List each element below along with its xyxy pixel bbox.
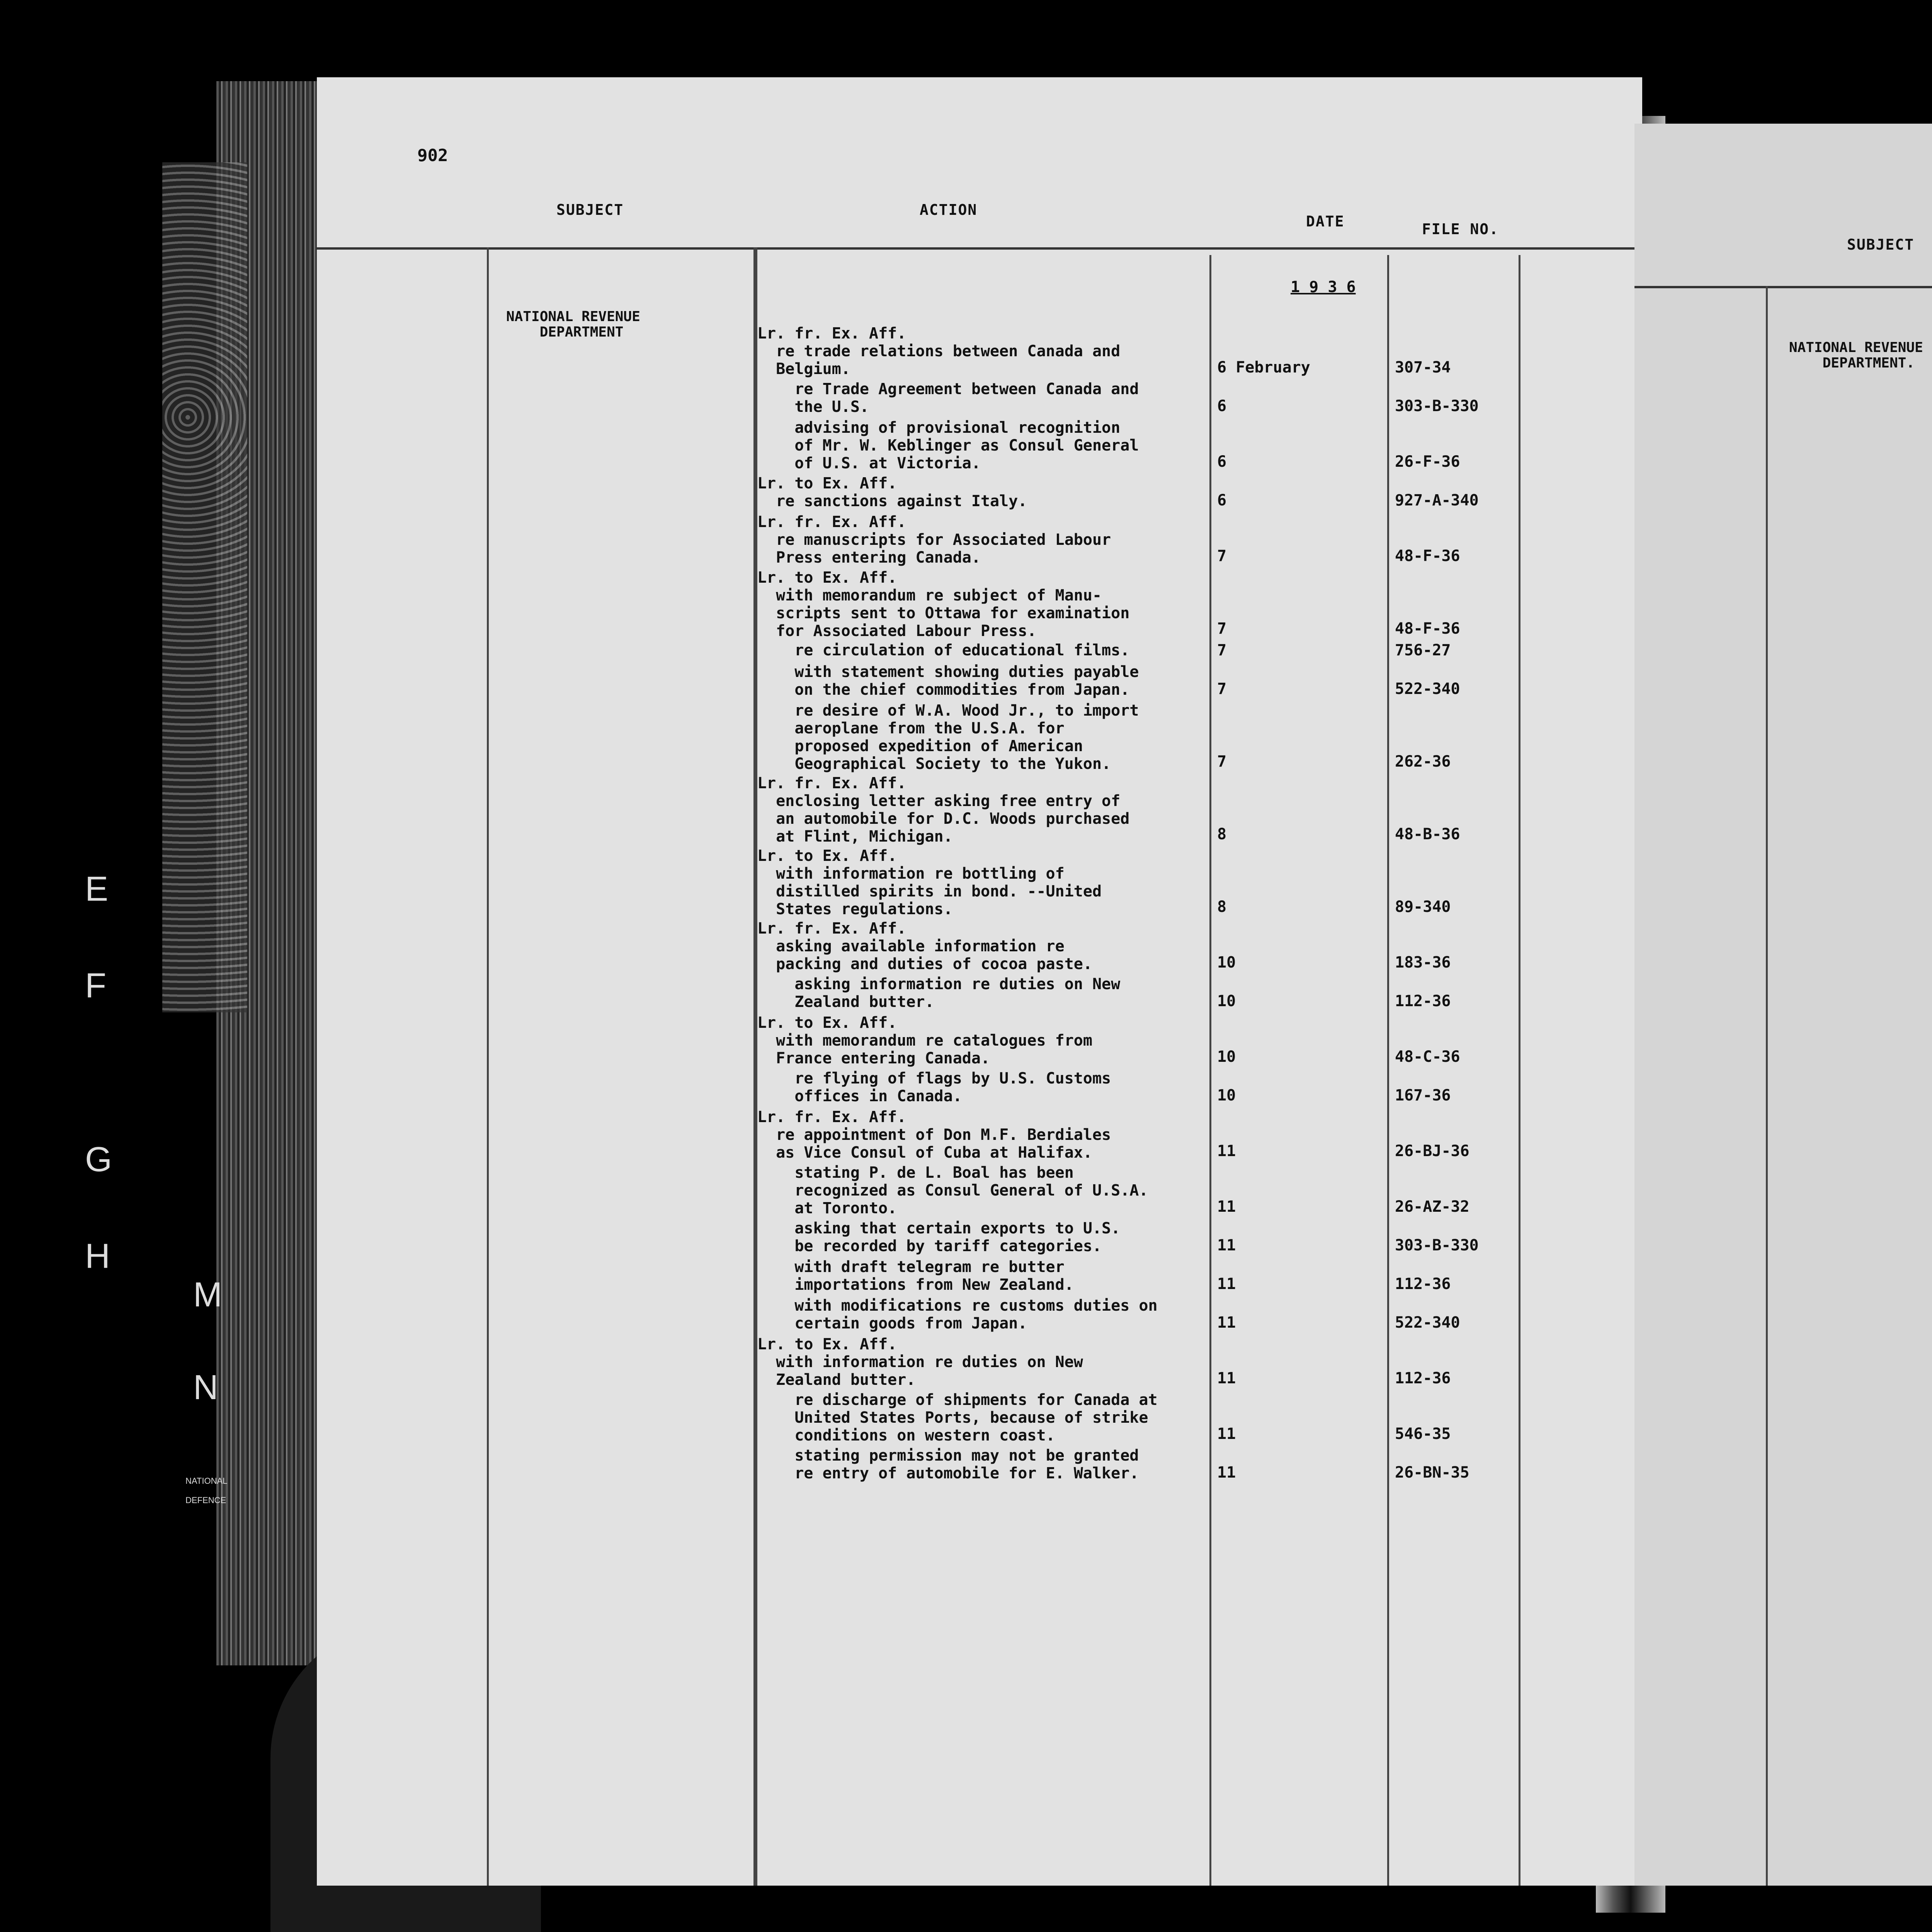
file-number: 927-A-340 — [1395, 492, 1479, 509]
date-entry: 11 — [1217, 1142, 1236, 1160]
date-entry: 10 — [1217, 1048, 1236, 1066]
date-entry: 7 — [1217, 680, 1227, 698]
date-entry: 7 — [1217, 641, 1227, 659]
action-entry: asking that certain exports to U.S. be recorded by tariff categories. — [794, 1219, 1121, 1255]
index-tab-letter: H — [85, 1237, 110, 1276]
date-entry: 7 — [1217, 753, 1227, 770]
date-entry: 10 — [1217, 954, 1236, 971]
file-number: 26-BN-35 — [1395, 1464, 1469, 1481]
column-rule — [1209, 255, 1211, 1886]
date-entry: 11 — [1217, 1275, 1236, 1293]
action-entry: Lr. fr. Ex. Aff. enclosing letter asking free entry of an automobile for D.C. Woods purchased at Flint, Michigan. — [757, 774, 1130, 845]
action-entry: stating P. de L. Boal has been recognized as Consul General of U.S.A. at Toronto. — [794, 1164, 1148, 1217]
file-number: 48-B-36 — [1395, 825, 1460, 843]
date-entry: 11 — [1217, 1425, 1236, 1443]
action-entry: Lr. to Ex. Aff. with information re bottling of distilled spirits in bond. --United States regulations. — [757, 847, 1102, 918]
action-entry: re desire of W.A. Wood Jr., to import aeroplane from the U.S.A. for proposed expedition of American Geographical Society to the Yukon. — [794, 702, 1139, 773]
file-number: 26-F-36 — [1395, 453, 1460, 471]
date-entry: 11 — [1217, 1314, 1236, 1332]
action-entry: re discharge of shipments for Canada at United States Ports, because of strike conditions on western coast. — [794, 1391, 1158, 1444]
action-entry: asking information re duties on New Zealand butter. — [794, 975, 1121, 1011]
action-entry: Lr. fr. Ex. Aff. re appointment of Don M.F. Berdiales as Vice Consul of Cuba at Halifax. — [757, 1108, 1111, 1162]
date-entry: 11 — [1217, 1236, 1236, 1254]
action-entry: Lr. fr. Ex. Aff. re manuscripts for Associated Labour Press entering Canada. — [757, 513, 1111, 566]
subject-entry: NATIONAL REVENUE DEPARTMENT — [506, 309, 640, 340]
index-tab-letter: G — [85, 1140, 112, 1179]
action-entry: with draft telegram re butter importations from New Zealand. — [794, 1258, 1074, 1294]
subject-entry: NATIONAL REVENUE DEPARTMENT. — [1789, 340, 1923, 371]
index-tab-letter: DEFENCE — [185, 1495, 226, 1505]
column-rule — [1766, 286, 1768, 1886]
header-date: DATE — [1306, 213, 1345, 230]
date-entry: 10 — [1217, 1087, 1236, 1104]
action-entry: re flying of flags by U.S. Customs offices in Canada. — [794, 1070, 1111, 1105]
date-entry: 7 — [1217, 620, 1227, 638]
header-rule — [317, 247, 1642, 250]
date-entry: 6 — [1217, 453, 1227, 471]
action-entry: Lr. to Ex. Aff. with memorandum re catalogues from France entering Canada. — [757, 1014, 1092, 1067]
column-rule — [487, 247, 489, 1886]
date-entry: 8 — [1217, 825, 1227, 843]
action-entry: stating permission may not be granted re entry of automobile for E. Walker. — [794, 1447, 1139, 1482]
date-entry: 6 February — [1217, 359, 1310, 376]
action-entry: re Trade Agreement between Canada and the U.S. — [794, 380, 1139, 416]
date-entry: 6 — [1217, 397, 1227, 415]
index-tab-letter: F — [85, 966, 106, 1005]
action-entry: with statement showing duties payable on the chief commodities from Japan. — [794, 663, 1139, 699]
action-entry: re circulation of educational films. — [757, 641, 1130, 659]
index-tab-letter: NATIONAL — [185, 1476, 228, 1486]
file-number: 89-340 — [1395, 898, 1451, 916]
header-subject: SUBJECT — [556, 201, 624, 218]
header-file-no: FILE NO. — [1422, 221, 1499, 238]
date-entry: 6 — [1217, 492, 1227, 509]
year-heading: 1 9 3 6 — [1291, 278, 1356, 296]
action-entry: Lr. to Ex. Aff. with memorandum re subject of Manu- scripts sent to Ottawa for examination for Associated Labour Press. — [757, 569, 1130, 640]
file-number: 26-AZ-32 — [1395, 1198, 1469, 1216]
index-tab-letter: M — [193, 1276, 222, 1314]
column-rule — [1519, 255, 1520, 1886]
file-number: 112-36 — [1395, 1275, 1451, 1293]
action-entry: Lr. to Ex. Aff. re sanctions against Italy. — [757, 474, 1027, 510]
action-entry: Lr. to Ex. Aff. with information re duties on New Zealand butter. — [757, 1335, 1083, 1389]
left-ledger-page — [317, 77, 1642, 1886]
file-number: 48-C-36 — [1395, 1048, 1460, 1066]
file-number: 522-340 — [1395, 1314, 1460, 1332]
action-entry: with modifications re customs duties on certain goods from Japan. — [794, 1297, 1158, 1332]
action-entry: advising of provisional recognition of Mr. W. Keblinger as Consul General of U.S. at Victoria. — [794, 419, 1139, 472]
date-entry: 11 — [1217, 1369, 1236, 1387]
file-number: 303-B-330 — [1395, 1236, 1479, 1254]
marbled-edge — [162, 162, 247, 1012]
action-entry: Lr. fr. Ex. Aff. re trade relations between Canada and Belgium. — [757, 325, 1121, 378]
file-number: 546-35 — [1395, 1425, 1451, 1443]
header-rule — [1634, 286, 1932, 288]
file-number: 307-34 — [1395, 359, 1451, 376]
page-number: 902 — [417, 146, 448, 165]
action-entry: Lr. fr. Ex. Aff. asking available information re packing and duties of cocoa paste. — [757, 920, 1092, 973]
file-number: 167-36 — [1395, 1087, 1451, 1104]
file-number: 183-36 — [1395, 954, 1451, 971]
right-ledger-page — [1634, 124, 1932, 1886]
file-number: 48-F-36 — [1395, 547, 1460, 565]
column-rule — [1387, 255, 1389, 1886]
file-number: 112-36 — [1395, 992, 1451, 1010]
header-subject: SUBJECT — [1847, 236, 1915, 253]
file-number: 262-36 — [1395, 753, 1451, 770]
file-number: 112-36 — [1395, 1369, 1451, 1387]
file-number: 756-27 — [1395, 641, 1451, 659]
date-entry: 11 — [1217, 1464, 1236, 1481]
date-entry: 7 — [1217, 547, 1227, 565]
index-tab-letter: E — [85, 870, 109, 908]
date-entry: 10 — [1217, 992, 1236, 1010]
date-entry: 11 — [1217, 1198, 1236, 1216]
index-tab-letter: N — [193, 1368, 218, 1407]
file-number: 48-F-36 — [1395, 620, 1460, 638]
date-entry: 8 — [1217, 898, 1227, 916]
file-number: 522-340 — [1395, 680, 1460, 698]
header-action: ACTION — [920, 201, 978, 218]
file-number: 303-B-330 — [1395, 397, 1479, 415]
file-number: 26-BJ-36 — [1395, 1142, 1469, 1160]
